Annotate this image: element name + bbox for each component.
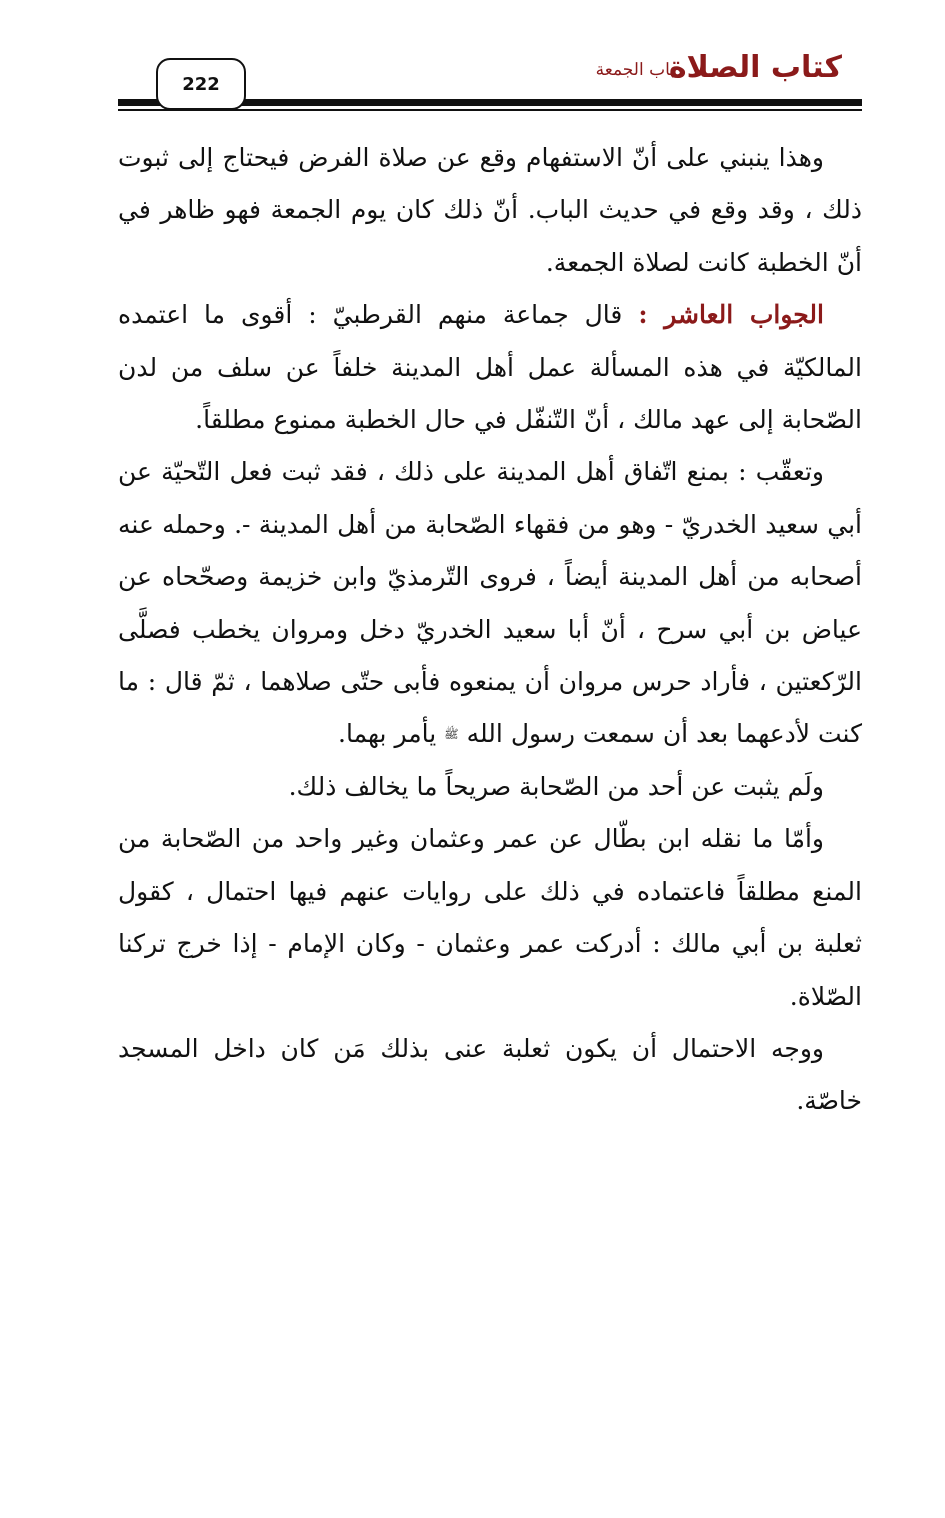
paragraph: ووجه الاحتمال أن يكون ثعلبة عنى بذلك مَن كان داخل المسجد خاصّة. [118,1033,862,1116]
body-text [118,132,862,1128]
book-title: كتاب الصلاة [668,50,842,85]
answer-heading: الجواب العاشر : [638,300,824,330]
paragraph: وأمّا ما نقله ابن بطّال عن عمر وعثمان وغير واحد من الصّحابة من المنع مطلقاً فاعتماده في ذلك على روايات عنهم فيها احتمال ، كقول ثعلبة بن أبي مالك : أدركت عمر وعثمان - وكان الإمام - إذا خرج تركنا الصّلاة. [118,824,862,1011]
page-header [0,0,945,125]
paragraph [118,446,862,760]
page-number: 222 [156,58,246,110]
honorific-symbol: ﷺ [444,727,459,742]
paragraph: وهذا ينبني على أنّ الاستفهام وقع عن صلاة الفرض فيحتاج إلى ثبوت ذلك ، وقد وقع في حديث الباب. أنّ ذلك كان يوم الجمعة فهو ظاهر في أنّ الخطبة كانت لصلاة الجمعة. [118,143,862,277]
paragraph-text: وتعقّب : بمنع اتّفاق أهل المدينة على ذلك ، فقد ثبت فعل التّحيّة عن أبي سعيد الخدريّ - وهو من فقهاء الصّحابة من أهل المدينة -. وحمله عنه أصحابه من أهل المدينة أيضاً ، فروى التّرمذيّ وابن خزيمة وصحّحاه عن عياض بن أبي سرح ، أنّ أبا سعيد الخدريّ دخل ومروان يخطب فصلَّى الرّكعتين ، فأراد حرس مروان أن يمنعوه فأبى حتّى صلاهما ، ثمّ قال : ما كنت لأدعهما بعد أن سمعت رسول الله [118,457,862,749]
paragraph: ولَم يثبت عن أحد من الصّحابة صريحاً ما يخالف ذلك. [288,771,824,801]
chapter-title: باب الجمعة [595,60,675,80]
paragraph [118,289,862,446]
paragraph-text: يأمر بهما. [338,719,445,749]
paragraph-text: قال جماعة منهم القرطبيّ : أقوى ما اعتمده المالكيّة في هذه المسألة عمل أهل المدينة خلفاً عن سلف من لدن الصّحابة إلى عهد مالك ، أنّ التّنفّل في حال الخطبة ممنوع مطلقاً. [118,300,862,435]
